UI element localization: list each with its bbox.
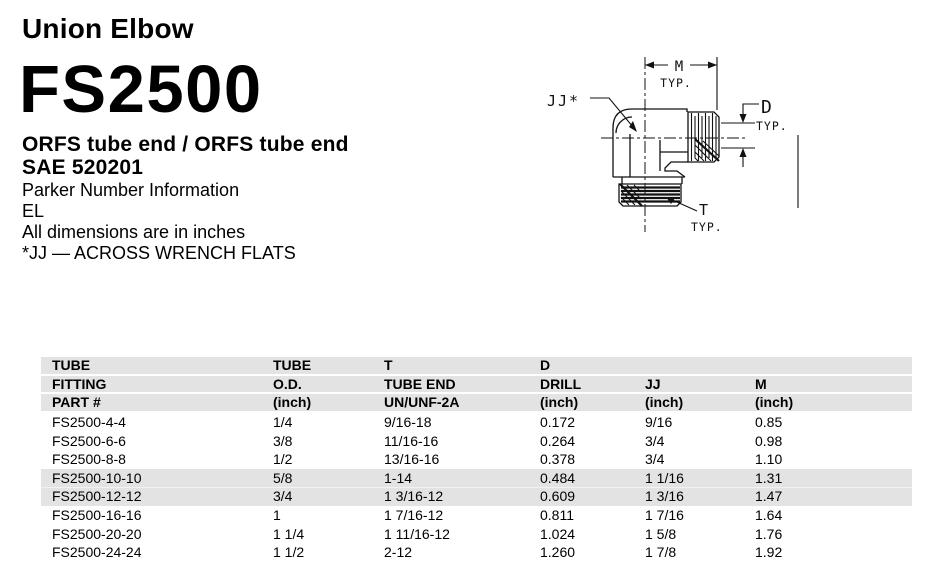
header-cell-drill: DRILL	[540, 375, 582, 392]
cell-m: 1.10	[755, 451, 783, 468]
header-cell-tube-od: (inch)	[273, 394, 312, 411]
dim-label-d: D	[761, 97, 772, 118]
header-cell-jj: (inch)	[645, 394, 684, 411]
cell-tube-end: 1 11/16-12	[384, 525, 450, 542]
info-line-el: EL	[22, 201, 45, 221]
cell-m: 1.64	[755, 507, 783, 524]
header-cell-m	[755, 357, 912, 374]
table-body	[41, 413, 912, 562]
cell-jj: 1 1/16	[645, 469, 684, 486]
cell-drill: 0.378	[540, 451, 576, 468]
header-cell-drill: D	[540, 357, 551, 373]
cell-tube-od: 3/8	[273, 432, 293, 449]
cell-part-number: FS2500-24-24	[52, 544, 142, 561]
cell-tube-od: 1/2	[273, 451, 293, 468]
cell-m: 1.31	[755, 469, 783, 486]
cell-jj: 3/4	[645, 451, 665, 468]
cell-drill: 0.609	[540, 488, 576, 505]
cell-jj: 1 3/16	[645, 488, 684, 505]
table-header-row	[41, 394, 912, 413]
cell-tube-od: 1 1/4	[273, 525, 305, 542]
cell-tube-end: 1 3/16-12	[384, 488, 444, 505]
cell-part-number: FS2500-6-6	[52, 432, 126, 449]
cell-part-number: FS2500-8-8	[52, 451, 126, 468]
cell-jj: 1 5/8	[645, 525, 677, 542]
cell-tube-end: 2-12	[384, 544, 413, 561]
cell-tube-od: 1 1/2	[273, 544, 305, 561]
end-configuration: ORFS tube end / ORFS tube end	[22, 133, 349, 156]
header-cell-tube-end: T	[384, 357, 393, 373]
cell-m: 1.92	[755, 544, 783, 561]
header-cell-tube-od: TUBE	[273, 357, 312, 373]
cell-part-number: FS2500-4-4	[52, 414, 126, 431]
header-cell-m: M	[755, 375, 767, 392]
dimension-diagram	[540, 45, 937, 245]
info-line-dimensions: All dimensions are in inches	[22, 222, 246, 242]
cell-part-number: FS2500-12-12	[52, 488, 142, 505]
sae-spec: SAE 520201	[22, 156, 144, 179]
table-header	[41, 357, 912, 413]
info-line-jj-note: *JJ — ACROSS WRENCH FLATS	[22, 243, 296, 263]
cell-tube-od: 1/4	[273, 414, 293, 431]
cell-tube-end: 1 7/16-12	[384, 507, 444, 524]
table-row	[41, 469, 912, 488]
dim-label-t: T	[699, 201, 711, 219]
cell-drill: 0.264	[540, 432, 576, 449]
right-thread-end	[688, 112, 719, 162]
cell-part-number: FS2500-20-20	[52, 525, 142, 542]
table-row	[41, 506, 912, 525]
cell-m: 0.98	[755, 432, 783, 449]
elbow-body-drawing	[613, 109, 688, 184]
dimension-jj	[547, 92, 637, 132]
cell-tube-end: 11/16-16	[384, 432, 439, 449]
cell-jj: 1 7/8	[645, 544, 677, 561]
header-cell-tube-od: O.D.	[273, 375, 302, 392]
header-cell-jj: JJ	[645, 375, 661, 392]
header-cell-part: PART #	[52, 394, 101, 411]
cell-jj: 3/4	[645, 432, 665, 449]
dimension-m	[645, 57, 717, 110]
cell-drill: 0.484	[540, 469, 576, 486]
header-cell-part: TUBE	[52, 357, 91, 373]
cell-tube-od: 1	[273, 507, 281, 524]
dim-label-jj: JJ*	[547, 92, 581, 110]
cell-m: 1.76	[755, 525, 783, 542]
cell-tube-od: 5/8	[273, 469, 293, 486]
table-header-row	[41, 357, 912, 376]
part-series-heading: FS2500	[19, 52, 263, 127]
header-cell-jj	[645, 357, 755, 374]
table-row	[41, 543, 912, 562]
header-cell-tube-end: UN/UNF-2A	[384, 394, 460, 411]
cell-m: 0.85	[755, 414, 783, 431]
dim-label-m-typ: TYP.	[660, 76, 692, 90]
table-row	[41, 450, 912, 469]
cell-drill: 1.024	[540, 525, 576, 542]
cell-tube-end: 13/16-16	[384, 451, 440, 468]
dim-label-d-typ: TYP.	[756, 119, 788, 133]
cell-tube-od: 3/4	[273, 488, 293, 505]
header-cell-drill: (inch)	[540, 394, 579, 411]
table-row	[41, 525, 912, 544]
info-line-parker: Parker Number Information	[22, 180, 240, 200]
cell-tube-end: 1-14	[384, 469, 413, 486]
fitting-dimensions-table	[41, 357, 912, 562]
header-cell-tube-end: TUBE END	[384, 375, 456, 392]
cell-m: 1.47	[755, 488, 783, 505]
header-cell-m: (inch)	[755, 394, 794, 411]
table-header-row	[41, 376, 912, 395]
table-row	[41, 432, 912, 451]
cell-part-number: FS2500-10-10	[52, 469, 142, 486]
page-title: Union Elbow	[22, 13, 194, 44]
cell-drill: 0.811	[540, 507, 574, 524]
dimension-d	[721, 97, 788, 167]
cell-jj: 9/16	[645, 414, 673, 431]
cell-drill: 1.260	[540, 544, 576, 561]
table-row	[41, 413, 912, 432]
table-row	[41, 487, 912, 506]
dim-label-t-typ: TYP.	[691, 220, 723, 234]
cell-jj: 1 7/16	[645, 507, 684, 524]
cell-part-number: FS2500-16-16	[52, 507, 142, 524]
cell-drill: 0.172	[540, 414, 576, 431]
dim-label-m: M	[674, 59, 684, 75]
cell-tube-end: 9/16-18	[384, 414, 432, 431]
header-cell-part: FITTING	[52, 375, 107, 392]
